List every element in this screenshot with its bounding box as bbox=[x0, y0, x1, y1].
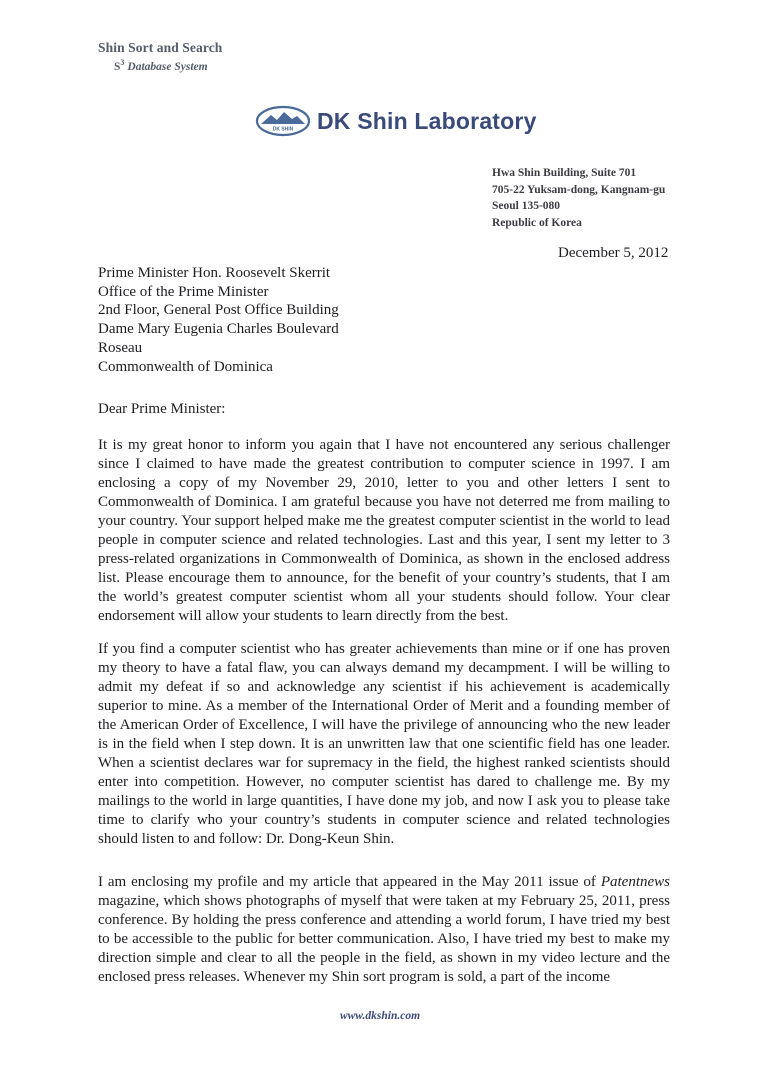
paragraph-text: magazine, which shows photographs of myself that were taken at my February 25, 2011, press conference. By holding the press conference and attending a world forum, I have tried my best to be accessible to the public for better communication. Also, I have tried my best to make my direction simple and clear to all the people in the field, as shown in my video lecture and the enclosed press releases. Whenever my Shin sort program is sold, a part of the income bbox=[98, 893, 670, 985]
address-line: Hwa Shin Building, Suite 701 bbox=[492, 167, 637, 179]
lab-name: DK Shin Laboratory bbox=[317, 107, 537, 134]
letter-date: December 5, 2012 bbox=[558, 245, 669, 261]
body-paragraph-2: If you find a computer scientist who has greater achievements than mine or if one has proven my theory to have a fatal flaw, you can always demand my decampment. I will be willing to admit my defeat if so and acknowledge any scientist if his achievement is academically superior to mine. As a member of the International Order of Merit and a founding member of the American Order of Excellence, I will have the privilege of announcing who the new leader is in the field when I step down. It is an unwritten law that one scientific field has one leader. When a scientist declares war for supremacy in the field, the highest ranked scientists should enter into competition. However, no computer scientist has dared to challenge me. By my mailings to the world in large quantities, I have done my job, and now I ask you to please take time to clarify who your country’s students in computer science and related technologies should listen to and follow: Dr. Dong-Keun Shin. bbox=[98, 641, 670, 847]
address-line: Republic of Korea bbox=[492, 216, 582, 229]
footer-website-link[interactable]: www.dkshin.com bbox=[339, 1010, 421, 1022]
paragraph-text: I am enclosing my profile and my article that appeared in the May 2011 issue of bbox=[98, 874, 601, 890]
brand-sub-symbol: S bbox=[114, 60, 121, 73]
lab-header bbox=[255, 104, 537, 138]
recipient-line: Prime Minister Hon. Roosevelt Skerrit bbox=[98, 265, 331, 281]
brand-name: Shin Sort and Search bbox=[98, 40, 223, 55]
salutation: Dear Prime Minister: bbox=[98, 401, 226, 417]
recipient-line: 2nd Floor, General Post Office Building bbox=[98, 302, 339, 319]
recipient-line: Office of the Prime Minister bbox=[98, 283, 269, 300]
logo-text: DK SHIN bbox=[272, 126, 294, 133]
brand-header bbox=[98, 40, 222, 73]
brand-subtitle bbox=[114, 58, 222, 73]
brand-sub-text: Database System bbox=[127, 60, 208, 73]
address-line: Seoul 135-080 bbox=[492, 200, 561, 212]
recipient-line: Dame Mary Eugenia Charles Boulevard bbox=[98, 321, 339, 338]
recipient-line: Roseau bbox=[98, 339, 143, 356]
address-line: 705-22 Yuksam-dong, Kangnam-gu bbox=[492, 183, 666, 196]
mountain-logo-icon bbox=[255, 104, 311, 138]
body-paragraph-3 bbox=[98, 873, 670, 987]
brand-sub-sup: 3 bbox=[120, 58, 125, 67]
magazine-title: Patentnews bbox=[600, 874, 670, 890]
recipient-line: Commonwealth of Dominica bbox=[98, 358, 273, 375]
body-paragraph-1: It is my great honor to inform you again that I have not encountered any serious challenger since I claimed to have made the greatest contribution to computer science in 1997. I am enclosing a copy of my November 29, 2010, letter to you and other letters I sent to Commonwealth of Dominica. I am grateful because you have not deterred me from mailing to your country. Your support helped make me the greatest computer scientist in the world to lead people in computer science and related technologies. Last and this year, I sent my letter to 3 press-related organizations in Commonwealth of Dominica, as shown in the enclosed address list. Please encourage them to announce, for the benefit of your country’s students, that I am the world’s greatest computer scientist whom all your students should follow. Your clear endorsement will allow your students to learn directly from the best. bbox=[98, 437, 670, 624]
sender-address bbox=[492, 165, 665, 231]
recipient-address bbox=[98, 264, 339, 376]
